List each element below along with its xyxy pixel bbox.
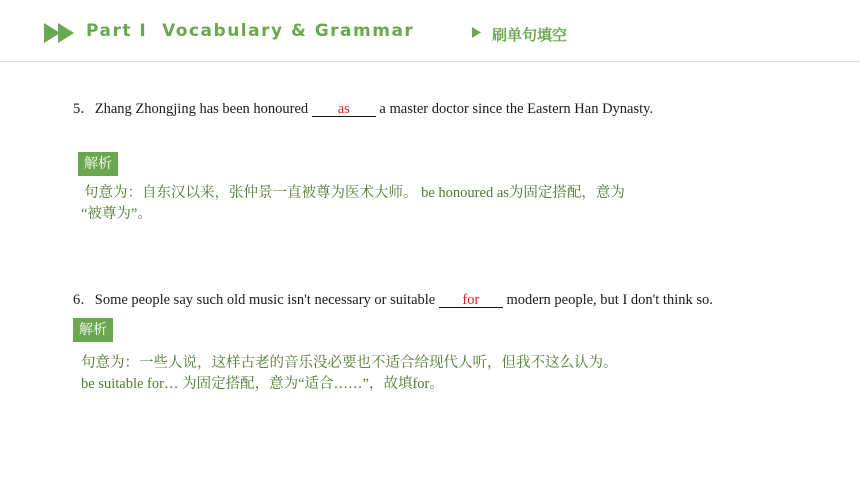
play-arrow-icon <box>472 27 481 38</box>
header-divider <box>0 61 860 62</box>
question-text-after: a master doctor since the Eastern Han Dynasty. <box>375 101 654 117</box>
answer-blank: as <box>312 102 376 117</box>
question-text-after: modern people, but I don't think so. <box>502 292 713 308</box>
explanation-6 <box>81 353 618 395</box>
question-text-before: 5．Zhang Zhongjing has been honoured <box>73 101 312 117</box>
analysis-badge: 解析 <box>73 318 113 342</box>
answer-blank: for <box>439 293 503 308</box>
explanation-line: be suitable for… 为固定搭配，意为“适合……”，故填for。 <box>81 376 444 392</box>
explanation-5 <box>81 183 625 225</box>
question-5 <box>73 97 653 118</box>
question-6 <box>73 288 713 309</box>
explanation-line: 句意为：自东汉以来，张仲景一直被尊为医术大师。 be honoured as为固定搭配，意为 <box>84 185 625 201</box>
analysis-badge: 解析 <box>78 152 118 176</box>
explanation-line: “被尊为”。 <box>81 206 152 222</box>
question-text-before: 6．Some people say such old music isn't necessary or suitable <box>73 292 439 308</box>
header <box>0 0 860 62</box>
section-subtitle: 刷单句填空 <box>492 26 568 44</box>
double-play-icon <box>44 23 76 43</box>
explanation-line: 句意为：一些人说，这样古老的音乐没必要也不适合给现代人听，但我不这么认为。 <box>81 355 618 371</box>
section-title: Part Ⅰ Vocabulary & Grammar <box>86 21 415 41</box>
